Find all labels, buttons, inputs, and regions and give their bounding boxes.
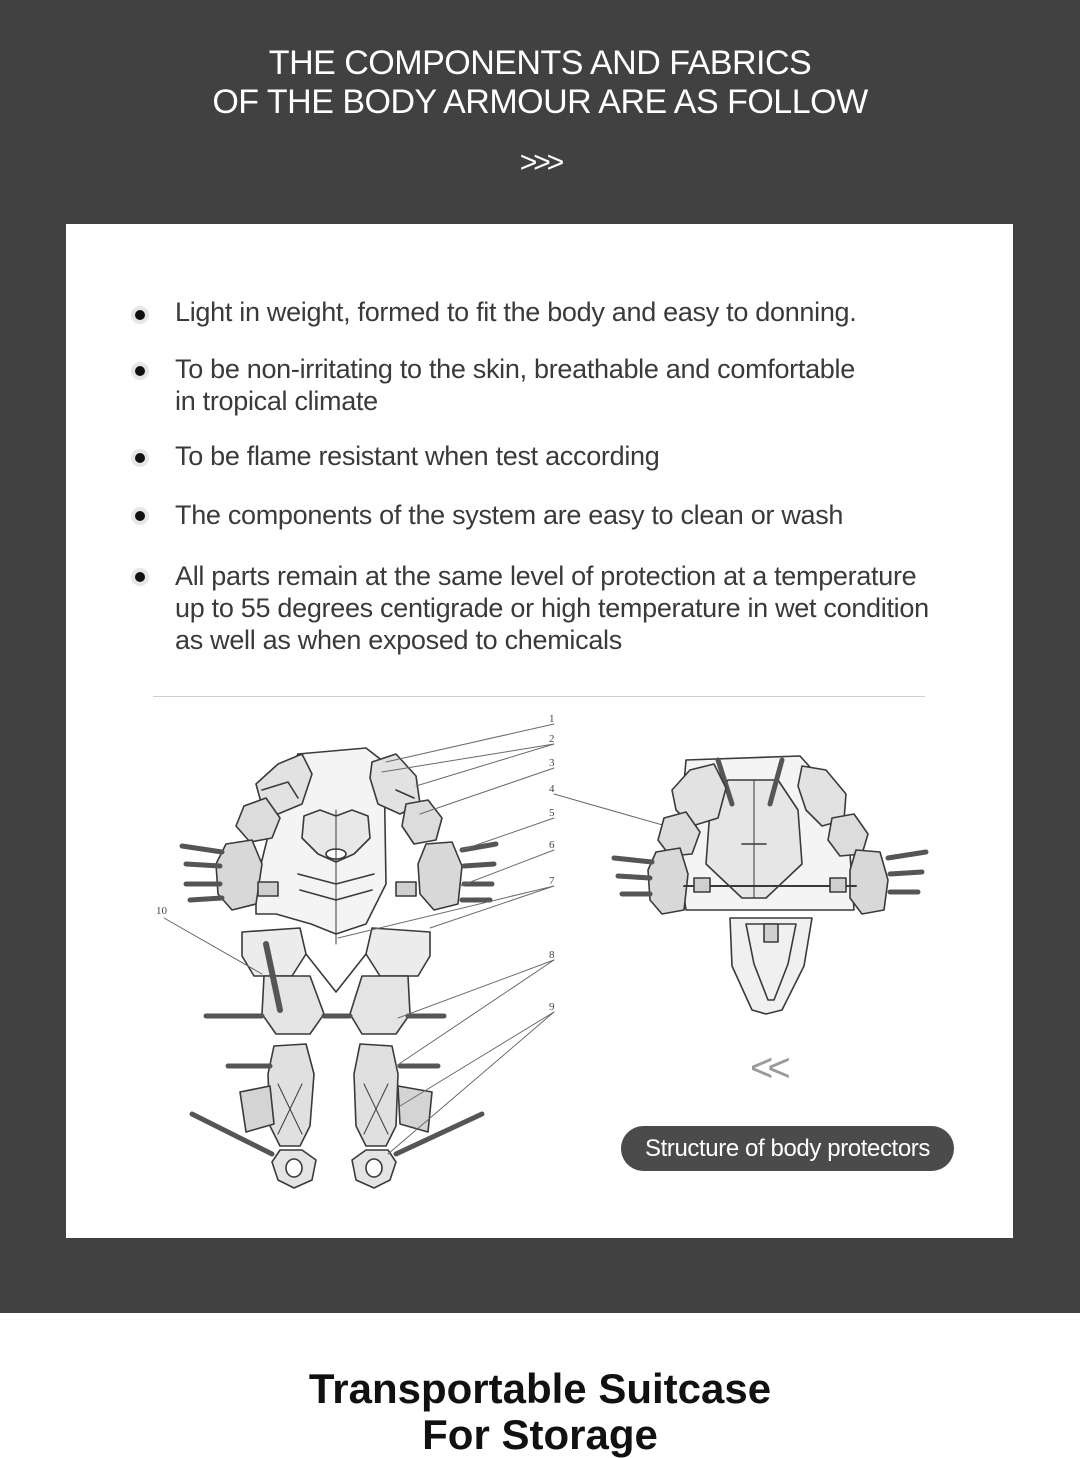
feature-text: To be flame resistant when test according <box>175 441 660 471</box>
feature-card <box>66 224 1013 1238</box>
bullet-icon <box>131 306 149 324</box>
bullet-icon <box>131 362 149 380</box>
callout-number: 2 <box>549 733 555 745</box>
feature-text: Light in weight, formed to fit the body and easy to donning. <box>175 297 857 327</box>
bullet-icon <box>131 507 149 525</box>
feature-text: All parts remain at the same level of protection at a temperature up to 55 degrees centigrade or high temperature in wet condition as well as when exposed to chemicals <box>175 561 929 655</box>
back-view-illustration <box>614 756 926 1014</box>
callout-number: 1 <box>549 714 555 725</box>
heading-line-1: THE COMPONENTS AND FABRICS <box>268 44 812 82</box>
footer-title-line-2: For Storage <box>422 1411 658 1458</box>
callout-number: 6 <box>549 839 555 851</box>
suitcase-section-title <box>0 1366 1080 1458</box>
section-heading <box>0 44 1080 122</box>
callout-number: 4 <box>549 783 555 795</box>
bullet-icon <box>131 568 149 586</box>
callout-number: 7 <box>549 875 555 887</box>
bullet-icon <box>131 449 149 467</box>
front-view-illustration <box>182 748 496 1188</box>
callout-number: 5 <box>549 807 555 819</box>
callout-number: 10 <box>156 905 167 917</box>
chevrons-left-icon: << <box>750 1046 785 1090</box>
callout-number: 9 <box>549 1001 555 1013</box>
footer-title-line-1: Transportable Suitcase <box>308 1365 772 1412</box>
chevrons-right-icon: >>> <box>519 146 561 179</box>
heading-line-2: OF THE BODY ARMOUR ARE AS FOLLOW <box>212 83 868 121</box>
feature-text: To be non-irritating to the skin, breathable and comfortable in tropical climate <box>175 354 855 416</box>
structure-caption-badge: Structure of body protectors <box>621 1126 954 1171</box>
feature-text: The components of the system are easy to clean or wash <box>175 500 844 530</box>
callout-number: 8 <box>549 949 555 961</box>
callout-number: 3 <box>549 757 555 769</box>
divider <box>153 696 925 697</box>
